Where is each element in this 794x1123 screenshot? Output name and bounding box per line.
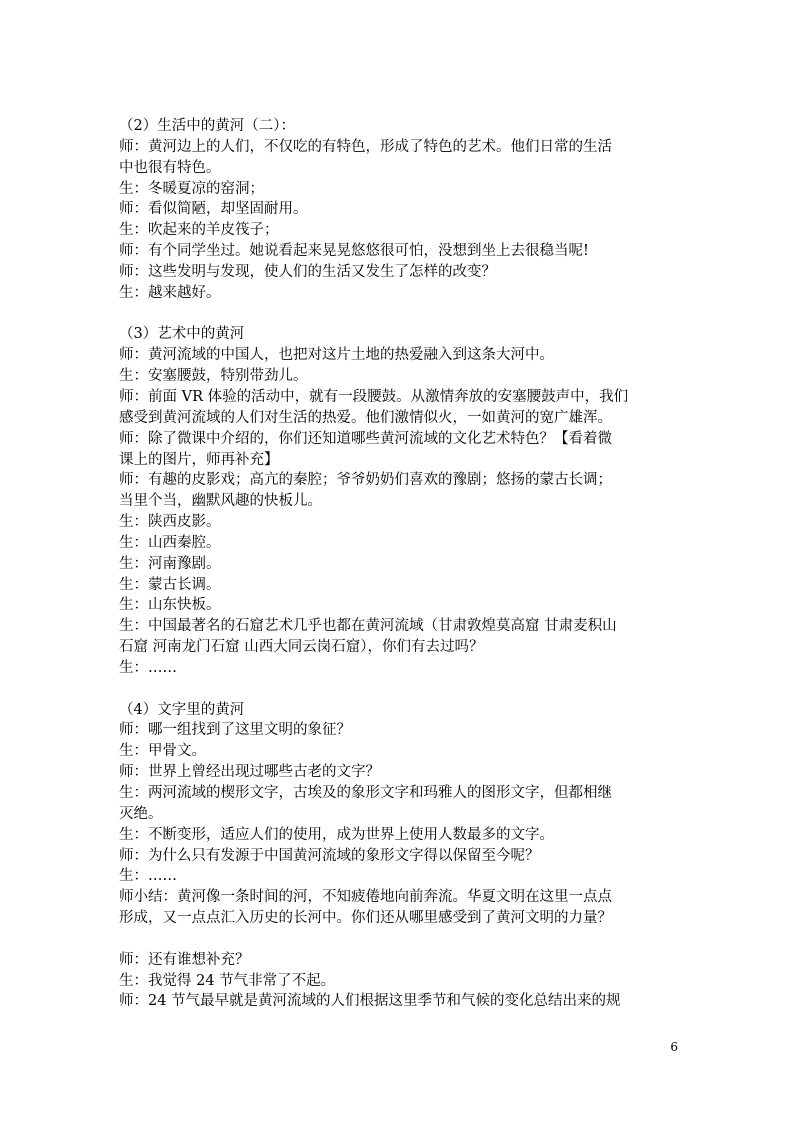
text-line: 灭绝。: [119, 805, 163, 822]
text-line: 生：中国最著名的石窟艺术几乎也都在黄河流域（甘肃敦煌莫高窟 甘肃麦积山: [119, 618, 617, 635]
text-line: 师小结：黄河像一条时间的河，不知疲倦地向前奔流。华夏文明在这里一点点: [119, 889, 612, 906]
text-line: 师：为什么只有发源于中国黄河流域的象形文字得以保留至今呢？: [119, 847, 540, 864]
text-line: 师：24 节气最早就是黄河流域的人们根据这里季节和气候的变化总结出来的规: [119, 993, 621, 1010]
text-line: 生：越来越好。: [119, 284, 221, 301]
text-line: 师：有个同学坐过。她说看起来晃晃悠悠很可怕，没想到坐上去很稳当呢!: [119, 243, 589, 260]
text-line: 生：不断变形，适应人们的使用，成为世界上使用人数最多的文字。: [119, 826, 554, 843]
page-number: 6: [670, 1040, 678, 1054]
text-line: （4）文字里的黄河: [119, 701, 245, 718]
text-line: 生：吹起来的羊皮筏子；: [119, 222, 279, 239]
text-line: 师：黄河边上的人们，不仅吃的有特色，形成了特色的艺术。他们日常的生活: [119, 138, 612, 155]
text-line: 生：蒙古长调。: [119, 576, 221, 593]
blank-line: [119, 304, 679, 325]
text-line: 生：陕西皮影。: [119, 514, 221, 531]
text-line: 生：冬暖夏凉的窑洞；: [119, 180, 264, 197]
text-line: 中也很有特色。: [119, 159, 221, 176]
text-line: 师：除了微课中介绍的，你们还知道哪些黄河流域的文化艺术特色？【看着微: [119, 430, 612, 447]
text-line: 生：两河流域的楔形文字，古埃及的象形文字和玛雅人的图形文字，但都相继: [119, 785, 612, 801]
document-body: [119, 116, 679, 1012]
text-line: 石窟 河南龙门石窟 山西大同云岗石窟），你们有去过吗？: [119, 639, 484, 656]
text-line: 师：这些发明与发现，使人们的生活又发生了怎样的改变？: [119, 263, 496, 280]
blank-line: [119, 679, 679, 700]
text-line: （2）生活中的黄河（二）：: [119, 118, 295, 134]
text-line: 生：山东快板。: [119, 597, 221, 614]
text-line: 课上的图片，师再补充】: [119, 451, 279, 468]
blank-line: [119, 929, 679, 950]
text-line: 师：有趣的皮影戏；高亢的秦腔；爷爷奶奶们喜欢的豫剧；悠扬的蒙古长调；: [119, 472, 612, 489]
text-line: 感受到黄河流域的人们对生活的热爱。他们激情似火，一如黄河的宽广雄浑。: [119, 409, 612, 426]
text-line: 师：前面 VR 体验的活动中，就有一段腰鼓。从激情奔放的安塞腰鼓声中，我们: [119, 388, 629, 405]
text-line: 师：哪一组找到了这里文明的象征？: [119, 722, 351, 739]
text-line: 师：世界上曾经出现过哪些古老的文字？: [119, 764, 380, 781]
text-line: 师：还有谁想补充？: [119, 951, 250, 968]
text-line: （3）艺术中的黄河: [119, 326, 245, 343]
text-line: 师：黄河流域的中国人，也把对这片土地的热爱融入到这条大河中。: [119, 347, 554, 364]
text-line: 生：……: [119, 868, 177, 885]
text-line: 生：河南豫剧。: [119, 555, 221, 572]
text-line: 生：我觉得 24 节气非常了不起。: [119, 972, 336, 989]
text-line: 师：看似简陋，却坚固耐用。: [119, 201, 308, 218]
text-line: 生：……: [119, 659, 177, 676]
text-line: 生：甲骨文。: [119, 743, 206, 760]
text-line: 生：山西秦腔。: [119, 534, 221, 551]
text-line: 生：安塞腰鼓，特别带劲儿。: [119, 368, 308, 385]
text-line: 形成，又一点点汇入历史的长河中。你们还从哪里感受到了黄河文明的力量？: [119, 910, 612, 927]
text-line: 当里个当，幽默风趣的快板儿。: [119, 493, 322, 510]
